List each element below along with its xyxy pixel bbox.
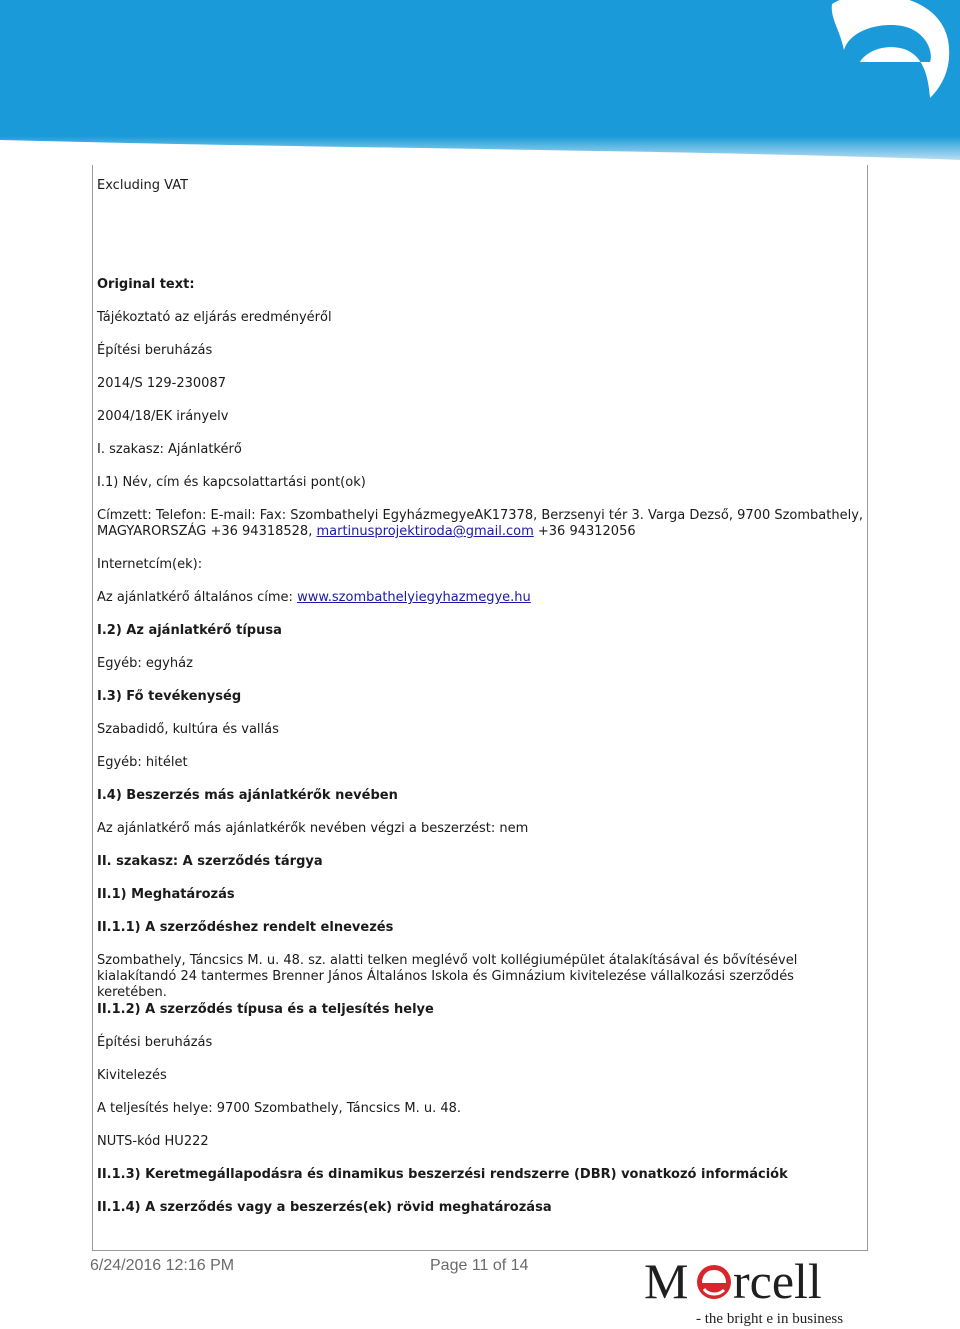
section-1-2-heading: I.2) Az ajánlatkérő típusa bbox=[97, 623, 282, 638]
on-behalf-text: Az ajánlatkérő más ajánlatkérők nevében végzi a beszerzést: nem bbox=[97, 821, 529, 836]
addressee-phone: MAGYARORSZÁG +36 94318528, bbox=[97, 524, 317, 539]
website-link[interactable]: www.szombathelyiegyhazmegye.hu bbox=[297, 590, 531, 605]
contract-name-text: Szombathely, Táncsics M. u. 48. sz. alatti telken meglévő volt kollégiumépület átalakításával és bővítésével kialakítandó 24 tantermes Brenner János Általános Iskola és Gimnázium kivitelezése vállalkozási szerződés keretében. bbox=[97, 953, 798, 1000]
general-address-label: Az ajánlatkérő általános címe: bbox=[97, 590, 298, 605]
contract-type-value: Építési beruházás bbox=[97, 1035, 213, 1050]
frame-right-border bbox=[867, 165, 868, 1250]
section-1-4-heading: I.4) Beszerzés más ajánlatkérők nevében bbox=[97, 788, 398, 803]
header-band bbox=[0, 0, 960, 160]
notice-number: 2014/S 129-230087 bbox=[97, 376, 226, 391]
contracting-type-value: Egyéb: egyház bbox=[97, 656, 193, 671]
original-text-heading: Original text: bbox=[97, 277, 195, 292]
notice-title: Tájékoztató az eljárás eredményéről bbox=[97, 310, 332, 325]
section-2-heading: II. szakasz: A szerződés tárgya bbox=[97, 854, 323, 869]
main-activity-value: Szabadidő, kultúra és vallás bbox=[97, 722, 279, 737]
section-2-1-3-heading: II.1.3) Keretmegállapodásra és dinamikus beszerzési rendszerre (DBR) vonatkozó információk bbox=[97, 1167, 788, 1182]
section-2-1-4-heading: II.1.4) A szerződés vagy a beszerzés(ek) rövid meghatározása bbox=[97, 1200, 552, 1215]
addressee-line-2 bbox=[97, 524, 636, 540]
section-1-heading: I. szakasz: Ajánlatkérő bbox=[97, 442, 242, 457]
other-activity-value: Egyéb: hitélet bbox=[97, 755, 188, 770]
logo-e-icon bbox=[697, 1265, 731, 1299]
section-1-1-heading: I.1) Név, cím és kapcsolattartási pont(ok) bbox=[97, 475, 366, 490]
general-address-line bbox=[97, 590, 531, 606]
footer-page-number: Page 11 of 14 bbox=[430, 1257, 529, 1274]
logo-tagline: - the bright e in business bbox=[696, 1311, 844, 1327]
directive-text: 2004/18/EK irányelv bbox=[97, 409, 229, 424]
logo-letter-m: M bbox=[644, 1253, 689, 1309]
section-2-1-heading: II.1) Meghatározás bbox=[97, 887, 235, 902]
addressee-fax: +36 94312056 bbox=[533, 524, 636, 539]
nuts-code: NUTS-kód HU222 bbox=[97, 1134, 209, 1149]
email-link[interactable]: martinusprojektiroda@gmail.com bbox=[316, 524, 534, 539]
internet-address-label: Internetcím(ek): bbox=[97, 557, 203, 572]
frame-left-border bbox=[92, 165, 93, 1250]
excluding-vat-text: Excluding VAT bbox=[97, 178, 189, 193]
section-2-1-1-heading: II.1.1) A szerződéshez rendelt elnevezés bbox=[97, 920, 394, 935]
footer-divider bbox=[92, 1250, 868, 1251]
e-swirl-icon bbox=[820, 0, 960, 110]
notice-type: Építési beruházás bbox=[97, 343, 213, 358]
logo-wordmark: rcell bbox=[733, 1253, 822, 1309]
marcell-logo bbox=[640, 1252, 870, 1327]
execution-value: Kivitelezés bbox=[97, 1068, 167, 1083]
section-1-3-heading: I.3) Fő tevékenység bbox=[97, 689, 242, 704]
footer-date: 6/24/2016 12:16 PM bbox=[90, 1257, 235, 1274]
addressee-line-1: Címzett: Telefon: E-mail: Fax: Szombathelyi EgyházmegyeAK17378, Berzsenyi tér 3. Varga Dezső, 9700 Szombathely, bbox=[97, 508, 864, 523]
section-2-1-2-heading: II.1.2) A szerződés típusa és a teljesítés helye bbox=[97, 1002, 434, 1017]
place-of-performance: A teljesítés helye: 9700 Szombathely, Táncsics M. u. 48. bbox=[97, 1101, 462, 1116]
